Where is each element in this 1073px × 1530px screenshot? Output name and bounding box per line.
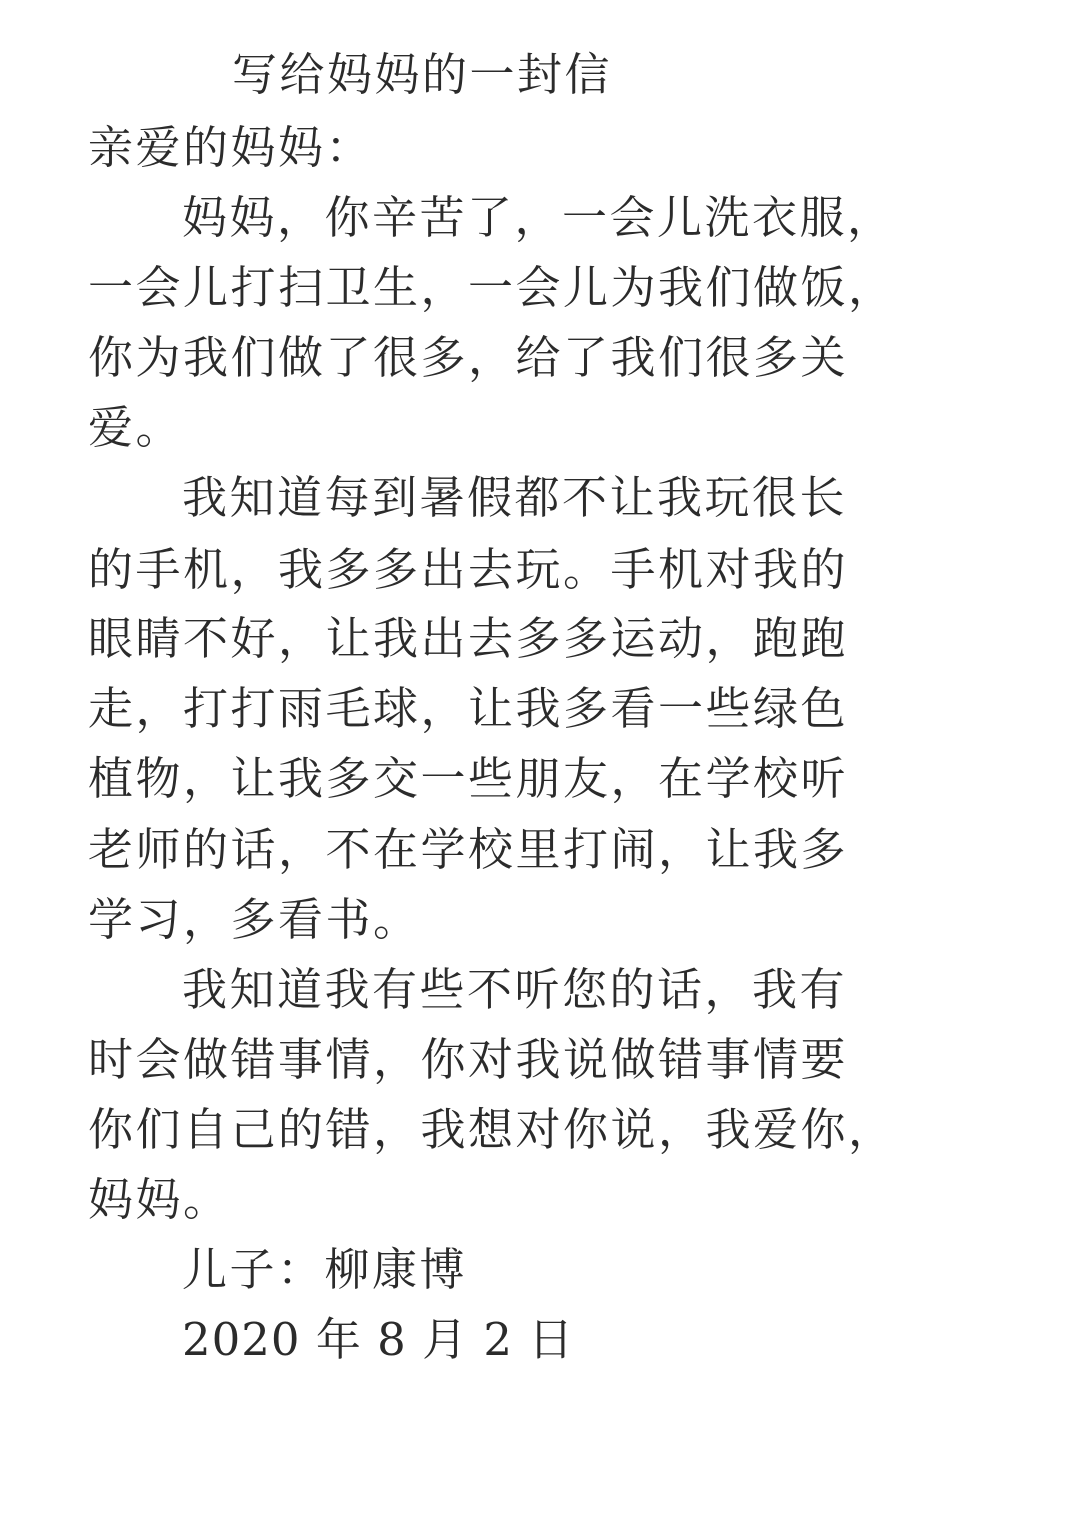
paragraph-2-line: 眼睛不好，让我出去多多运动，跑跑 [88,612,849,665]
letter-title: 写给妈妈的一封信 [232,48,613,101]
paragraph-1-line: 一会儿打扫卫生，一会儿为我们做饭， [88,261,896,314]
letter-date: 2020 年 8 月 2 日 [182,1313,575,1366]
letter-greeting: 亲爱的妈妈： [88,121,374,174]
paragraph-1-line: 妈妈，你辛苦了，一会儿洗衣服， [182,191,895,244]
paragraph-3-line: 你们自己的错，我想对你说，我爱你， [88,1103,896,1156]
paragraph-2-line: 的手机，我多多出去玩。手机对我的 [88,543,849,596]
paragraph-3-line: 妈妈。 [88,1173,231,1226]
letter-signature: 儿子：柳康博 [182,1243,468,1296]
paragraph-2-line: 我知道每到暑假都不让我玩很长 [182,471,848,524]
paragraph-3-line: 我知道我有些不听您的话，我有 [182,963,848,1016]
paragraph-2-line: 学习，多看书。 [88,893,421,946]
paragraph-1-line: 你为我们做了很多，给了我们很多关 [88,331,849,384]
paragraph-3-line: 时会做错事情，你对我说做错事情要 [88,1033,849,1086]
paragraph-2-line: 老师的话，不在学校里打闹，让我多 [88,823,849,876]
paragraph-2-line: 植物，让我多交一些朋友，在学校听 [88,752,849,805]
paragraph-2-line: 走，打打雨毛球，让我多看一些绿色 [88,682,849,735]
paragraph-1-line: 爱。 [88,401,184,454]
